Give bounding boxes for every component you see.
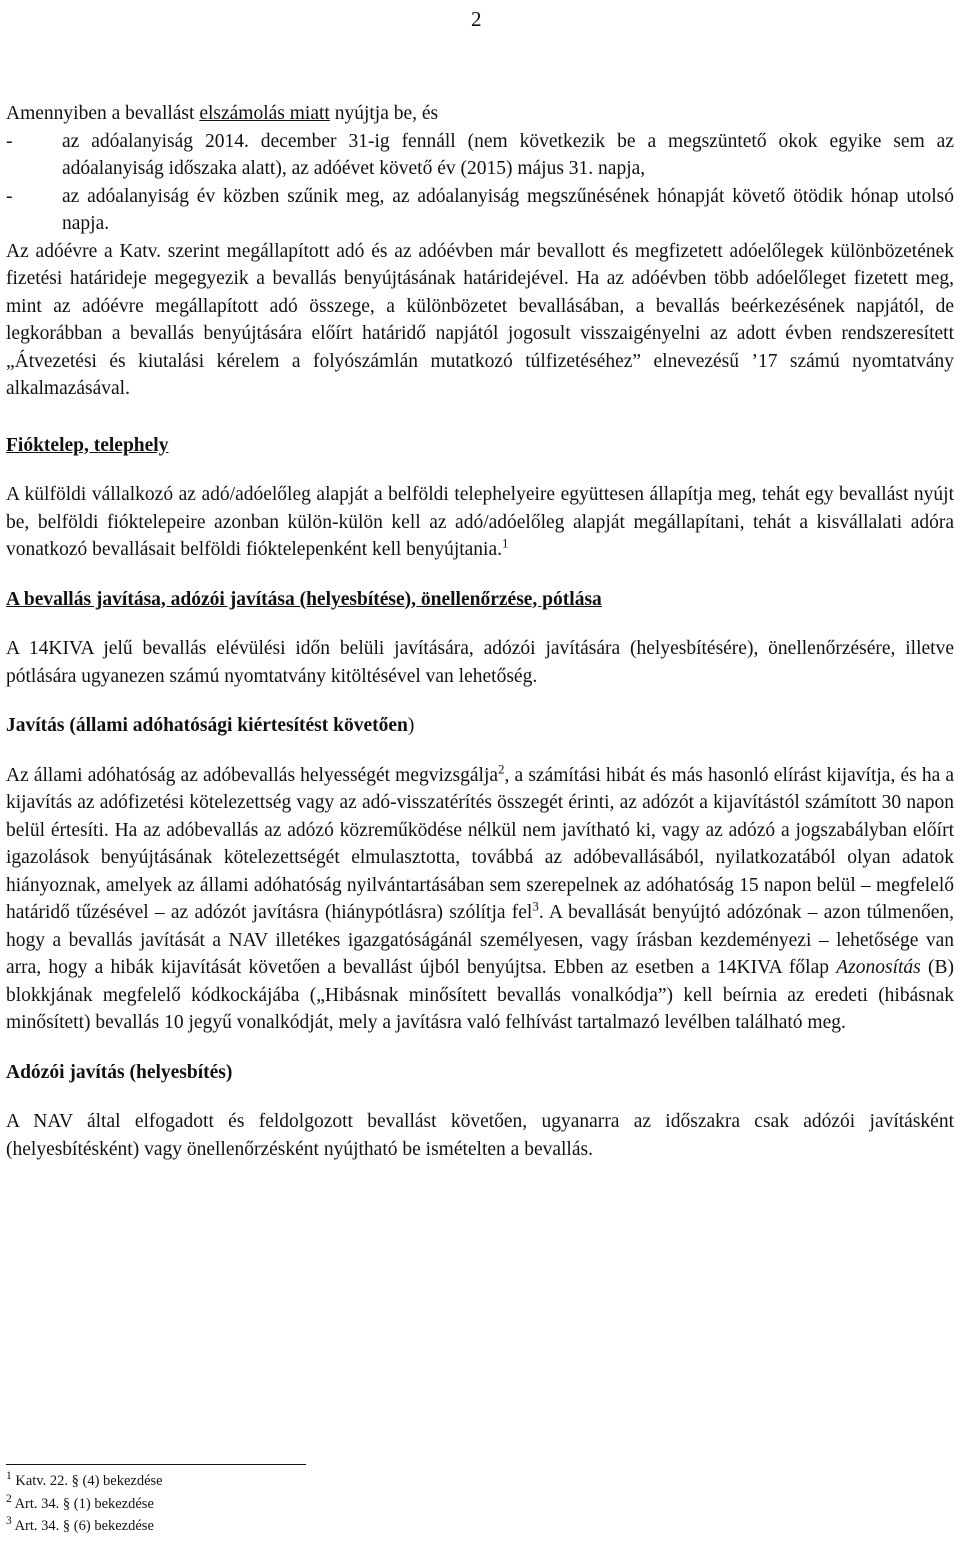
javitas-text-4: (B) blokkjának megfelelő kódkockájába („Hibásnak minősített bevallás vonalkódja”) kell beírnia az eredeti (hibásnak minősített) bevallás 10 jegyű vonalkódját, mely a javításra való felhívást tartalmazó levélben található meg. (6, 957, 954, 1033)
javitas-text-2: , a számítási hibát és más hasonló elírást kijavítja, és ha a kijavítás az adófizetési kötelezettség vagy az adó-visszatérítés összegét érinti, az adózót a kijavítástól számított 30 napon belül értesíti. Ha az adóbevallás az adózó közreműködése nélkül nem javítható ki, vagy az adózó a jogszabályban előírt igazolások benyújtásának kötelezettségét elmulasztotta, továbbá az adóbevallásából, nyilatkozatából olyan adatok hiányoznak, amelyek az állami adóhatóság nyilvántartásában sem szerepelnek az adóhatóság 15 napon belül – megfelelő határidő tűzésével – az adózót javításra (hiánypótlásra) szólítja fel (6, 764, 955, 923)
heading-javitas-allami-tail: ) (407, 715, 415, 736)
list-dash: - (6, 185, 13, 207)
footnote-number: 2 (6, 1492, 12, 1505)
deadline-list-item (6, 183, 954, 238)
footnote-ref-2: 2 (498, 761, 505, 776)
page-number: 2 (471, 7, 482, 31)
footnote-number: 3 (6, 1515, 12, 1528)
intro-line (6, 100, 954, 128)
footnote-number: 1 (6, 1470, 12, 1483)
heading-javitas-allami (6, 712, 954, 740)
javitas-text-1: Az állami adóhatóság az adóbevallás helyességét megvizsgálja (6, 764, 499, 786)
footnote-item (6, 1470, 163, 1493)
intro-text-start: Amennyiben a bevallást (6, 103, 200, 124)
intro-underlined-term: elszámolás miatt (199, 103, 330, 124)
footnote-text: Katv. 22. § (4) bekezdése (15, 1473, 163, 1489)
footnotes (6, 1470, 163, 1538)
heading-adozoi-javitas: Adózói javítás (helyesbítés) (6, 1061, 233, 1083)
fioktelep-paragraph (6, 481, 954, 564)
javitas-italic-term: Azonosítás (836, 957, 921, 978)
list-item-text: az adóalanyiság év közben szűnik meg, az adóalanyiság megszűnésének hónapját követő ötödik hónap utolsó napja. (62, 185, 954, 234)
intro-text-end: nyújtja be, és (329, 103, 439, 124)
heading-fioktelep: Fióktelep, telephely (6, 434, 169, 456)
katv-paragraph: Az adóévre a Katv. szerint megállapított adó és az adóévben már bevallott és megfizetett adóelőlegek különbözetének fizetési határideje megegyezik a bevallás benyújtásának határidejével. Ha az adóévben több adóelőleget fizetett meg, mint az adóévre megállapított adó összege, a különbözetet bevallásában, a bevallás beérkezésének napjától, de legkorábban a bevallás benyújtására előírt határidő napjától jogosult visszaigényelni az adott évben rendszeresített „Átvezetési és kiutalási kérelem a folyószámlán mutatkozó túlfizetéséhez” elnevezésű ’17 számú nyomtatvány alkalmazásával. (6, 240, 954, 399)
footnote-text: Art. 34. § (1) bekezdése (14, 1495, 154, 1512)
document-body (6, 100, 954, 1163)
heading-bevallas-javitasa: A bevallás javítása, adózói javítása (helyesbítése), önellenőrzése, pótlása (6, 588, 602, 610)
bevallas-javitasa-paragraph: A 14KIVA jelű bevallás elévülési időn belüli javítására, adózói javítására (helyesbítésére), önellenőrzésére, illetve pótlására ugyanezen számú nyomtatvány kitöltésével van lehetőség. (6, 638, 954, 687)
fioktelep-text: A külföldi vállalkozó az adó/adóelőleg alapját a belföldi telephelyeire együttesen állapítja meg, tehát egy bevallást nyújt be, belföldi fióktelepeire azonban külön-külön kell az adó/adóelőleg alapját megállapítani, tehát a kisvállalati adóra vonatkozó bevallásait belföldi fióktelepenként kell benyújtania. (6, 484, 954, 560)
heading-javitas-allami-text: Javítás (állami adóhatósági kiértesítést követően (6, 715, 408, 736)
footnote-text: Art. 34. § (6) bekezdése (14, 1518, 154, 1534)
footnote-divider (6, 1464, 306, 1465)
adozoi-javitas-paragraph: A NAV által elfogadott és feldolgozott bevallást követően, ugyanarra az időszakra csak adózói javításként (helyesbítésként) vagy önellenőrzésként nyújtható be ismételten a bevallás. (6, 1111, 954, 1160)
footnote-item (6, 1493, 163, 1516)
footnote-ref-1: 1 (502, 535, 509, 551)
footnote-item (6, 1515, 163, 1538)
footnote-ref-3: 3 (532, 898, 539, 914)
javitas-text-3: . A bevallását benyújtó adózónak – azon túlmenően, hogy a bevallás javítását a NAV illetékes igazgatóságánál személyesen, vagy írásban kezdeményezi – lehetősége van arra, hogy a hibák kijavítását követően a bevallást újból benyújtsa. Ebben az esetben a 14KIVA főlap (6, 902, 954, 978)
list-dash: - (6, 130, 13, 152)
deadline-list-item (6, 128, 954, 183)
list-item-text: az adóalanyiság 2014. december 31-ig fennáll (nem következik be a megszüntető okok egyike sem az adóalanyiság időszaka alatt), az adóévet követő év (2015) május 31. napja, (62, 130, 954, 179)
javitas-allami-paragraph (6, 762, 954, 1037)
